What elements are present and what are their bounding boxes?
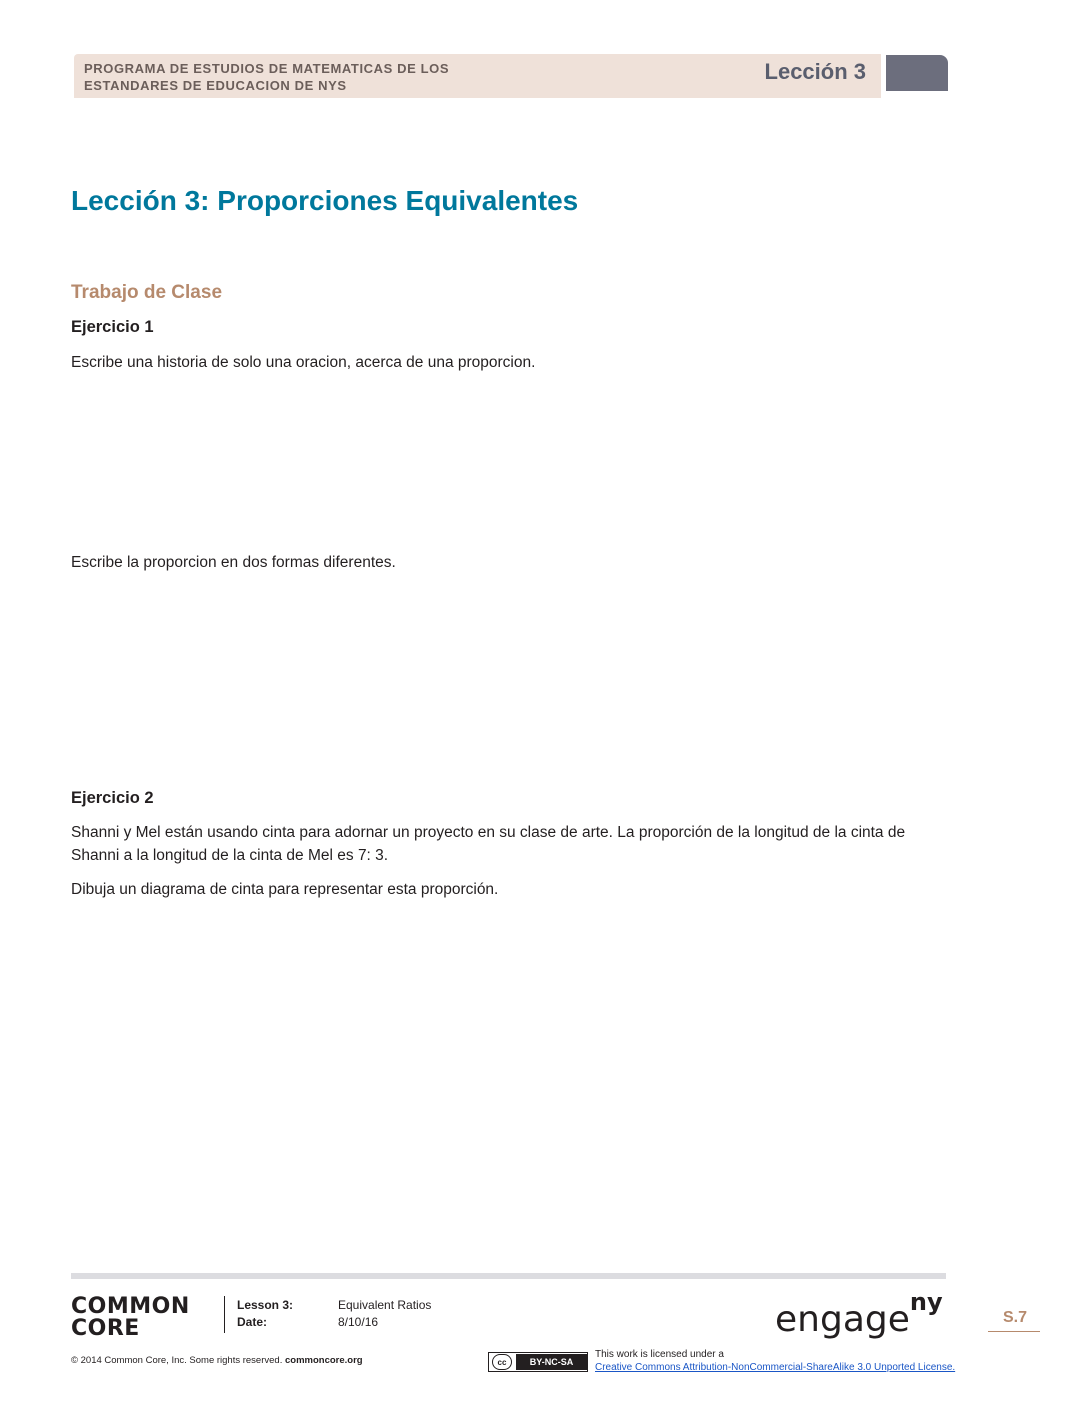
lesson-tag: Lección 3	[764, 59, 866, 84]
program-title-line1: PROGRAMA DE ESTUDIOS DE MATEMATICAS DE LOS	[84, 61, 450, 76]
copyright	[71, 1355, 363, 1366]
ny-text: ny	[909, 1288, 943, 1316]
footer-rule	[71, 1273, 946, 1279]
exercise-1-prompt-forms: Escribe la proporcion en dos formas diferentes.	[71, 554, 396, 571]
license-intro: This work is licensed under a	[595, 1349, 724, 1360]
footer-date-value: 8/10/16	[338, 1315, 379, 1329]
page-title: Lección 3: Proporciones Equivalentes	[71, 185, 579, 216]
exercise-2-text-line1: Shanni y Mel están usando cinta para adornar un proyecto en su clase de arte. La proporción de la longitud de la cinta de	[71, 824, 906, 841]
logo-line1: COMMON	[71, 1294, 190, 1319]
exercise-2-prompt: Dibuja un diagrama de cinta para representar esta proporción.	[71, 881, 499, 898]
exercise-2-text-line2: Shanni a la longitud de la cinta de Mel es 7: 3.	[71, 847, 389, 864]
footer-lesson-value: Equivalent Ratios	[338, 1298, 432, 1312]
section-label: Trabajo de Clase	[71, 282, 223, 303]
license-link[interactable]: Creative Commons Attribution-NonCommercial-ShareAlike 3.0 Unported License.	[595, 1362, 956, 1373]
cc-license-badge[interactable]	[488, 1352, 588, 1372]
copyright-site-link[interactable]: commoncore.org	[284, 1355, 363, 1366]
page-number-rule	[988, 1331, 1040, 1332]
exercise-1-heading: Ejercicio 1	[71, 318, 154, 336]
logo-line2: CORE	[71, 1316, 140, 1341]
copyright-text: © 2014 Common Core, Inc. Some rights reserved.	[71, 1355, 283, 1366]
exercise-1-prompt-story: Escribe una historia de solo una oracion, acerca de una proporcion.	[71, 354, 536, 371]
header-accent-block	[886, 55, 948, 91]
footer-divider	[224, 1296, 225, 1333]
program-title-line2: ESTANDARES DE EDUCACION DE NYS	[84, 78, 347, 93]
footer-lesson-label: Lesson 3:	[237, 1298, 294, 1312]
common-core-logo	[71, 1296, 190, 1340]
exercise-2-heading: Ejercicio 2	[71, 789, 154, 807]
cc-badge-text: BY-NC-SA	[516, 1354, 587, 1370]
engage-text: engage	[775, 1299, 910, 1340]
engageny-logo	[775, 1288, 943, 1340]
cc-icon: cc	[492, 1354, 512, 1370]
page-number: S.7	[1002, 1309, 1027, 1326]
footer-date-label: Date:	[237, 1315, 268, 1329]
